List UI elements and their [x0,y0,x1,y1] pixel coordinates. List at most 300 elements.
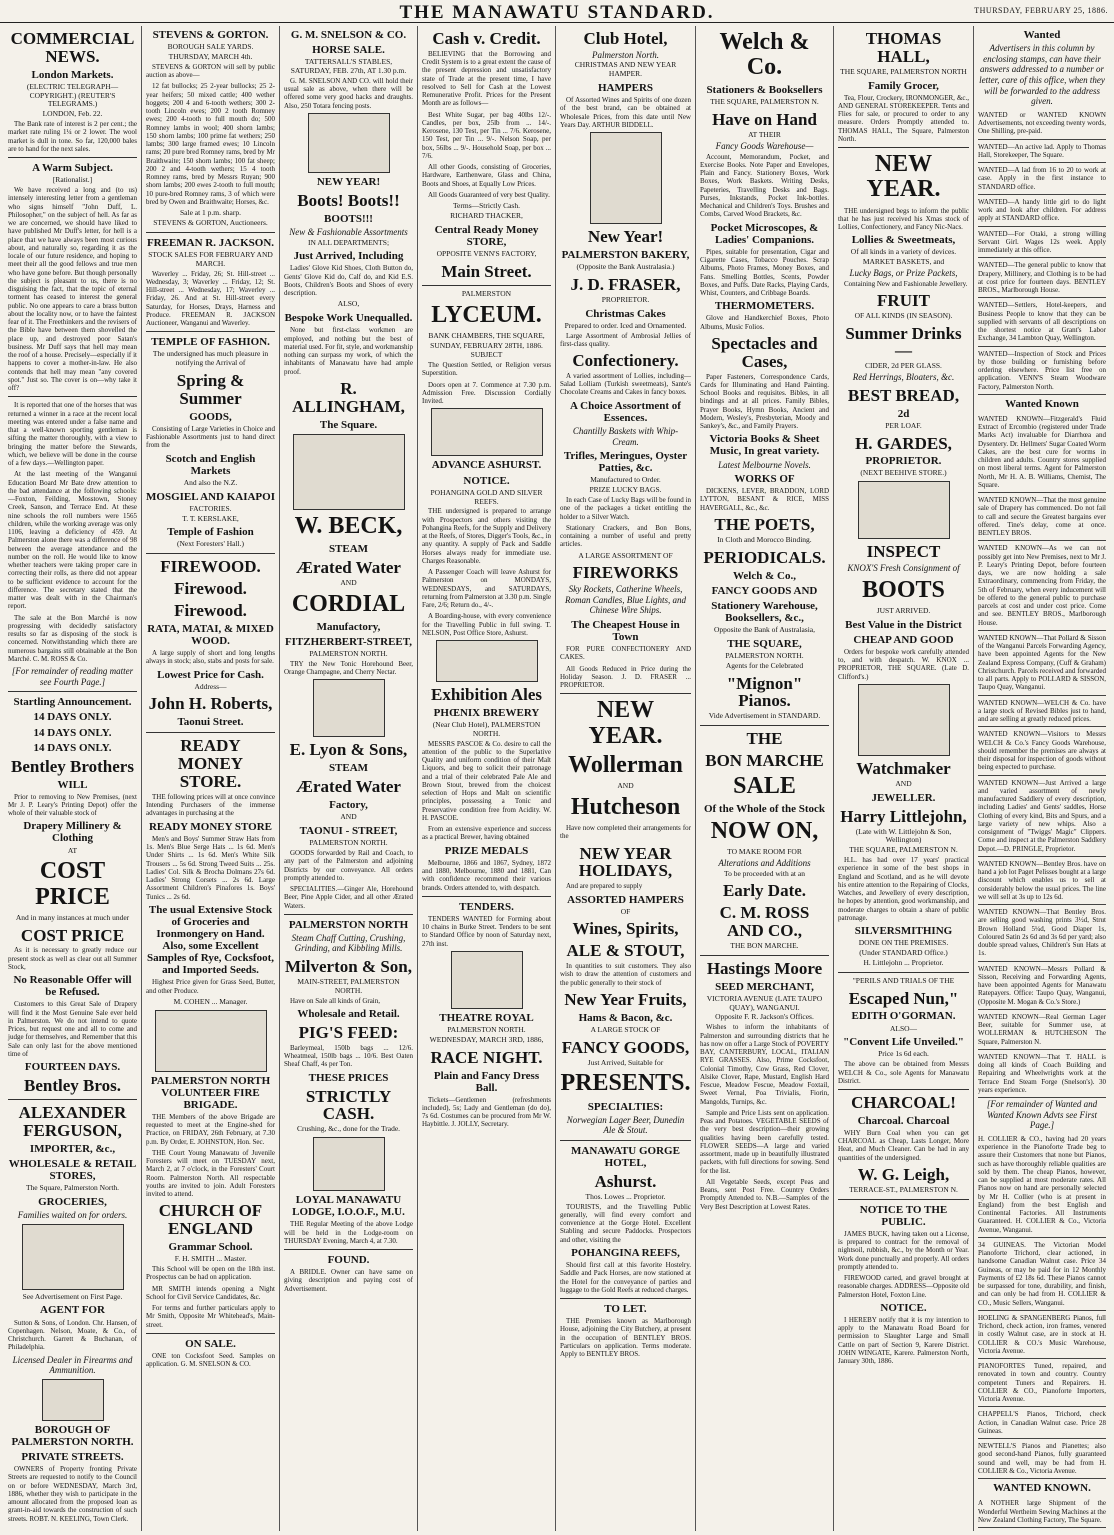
heading: PRIZE MEDALS [444,844,529,857]
subheading: M. COHEN ... Manager. [173,996,248,1006]
heading: 2d [897,407,910,420]
display-heading: FRUIT [877,290,930,310]
paragraph: From an extensive experience and success as a practical Brewer, having obtained [422,825,551,842]
subheading: Advertisers in this column by enclosing stamps, can have their answers addressed to a number or letter, care of this office, when they will be forwarded to the address given. [979,43,1105,107]
heading: THEATRE ROYAL [439,1011,534,1024]
display-heading: Escaped Nun," [848,988,959,1008]
subheading: AND [340,577,357,587]
classified-ad: WANTED—For Otaki, a strong willing Servant Girl. Wages 12s week. Apply immediately at this office. [978,227,1106,259]
subheading: BOROUGH SALE YARDS. [167,42,254,52]
subheading: PRIZE LUCKY BAGS. [589,485,662,495]
newspaper-title: THE MANAWATU STANDARD. [399,2,715,23]
heading: MOSGIEL AND KAIAPOI [146,490,275,503]
paragraph: The Question Settled, or Religion versus Superstition. [422,361,551,378]
display-heading: THOMAS HALL, [865,29,942,66]
column-rule [8,691,137,692]
heading: THESE PRICES [308,1071,389,1084]
column-3 [280,26,418,1531]
subheading: CIDER, 2d PER GLASS. [865,361,942,371]
display-heading: Main Street. [441,261,532,281]
paragraph: Waverley ... Friday, 26; St. Hill-street ... Wednesday, 3; Waverley ... Friday, 12; St. Hill-street ... Wednesday, 17; Waverley ... Friday, 26. And at St. Hill-street every Saturday, for Horses, Drays, Harness and Produce. FREEMAN R. JACKSON Auctioneer, Wanganui and Waverley. [146,269,275,327]
display-heading: Bentley Bros. [24,1076,121,1096]
subheading: Agents for the Celebrated [725,660,804,670]
paragraph: This School will be open on the 18th inst. Prospectus can be had on application. [146,1265,275,1282]
heading: PALMERSTON BAKERY, [561,249,690,262]
classified-ad: HOELING & SPANGENBERG Pianos, full Trichord, check action, iron frames, venered in costly Walnut case, are in stock at H. COLLIER & CO.'s Music Warehouse, Victoria Avenue. [978,1311,1106,1359]
subheading: Palmerston North. [591,49,659,60]
paragraph: GOODS forwarded by Rail and Coach, to any part of the Palmerston and adjoining Districts by our conveyance. All orders promptly attended to. [284,849,413,882]
subheading: OF [620,906,631,916]
coach-cut [431,408,543,456]
column-rule [838,1199,969,1200]
heading: READY MONEY STORE [148,820,273,833]
subheading: AND [895,778,912,788]
paragraph: All Goods Reduced in Price during the Holiday Season. J. D. FRASER ... PROPRIETOR. [560,664,691,690]
paragraph: THE Premises known as Marlborough House, adjoining the City Butchery, at present in the occupation of BENTLEY BROS. Particulars on application. Terms moderate. Apply to BENTLEY BROS. [560,1317,691,1359]
heading: Pocket Microscopes, & Ladies' Companions. [710,221,819,246]
paragraph: Prior to removing to New Premises, (next Mr J. P. Leary's Printing Depot) offer the whole of their valuable stock of [8,792,137,818]
display-heading: Ærated Water [296,777,401,797]
paragraph: THE Court Young Manawatu of Juvenile Foresters will meet on TUESDAY next, March 2, at 7 o'clock, in the Foresters' Court Room. Palmerston North. All respectable youths are invited to join. Adult Foresters invited to attend. [146,1148,275,1199]
subheading: Lucky Bags, or Prize Packets, [849,268,958,279]
heading: Wholesale and Retail. [297,1007,400,1020]
heading: NOTICE. [463,474,510,487]
display-heading: New Year! [587,227,664,247]
subheading: H. Littlejohn ... Proprietor. [863,957,944,967]
paragraph: Have on Sale all kinds of Grain, [290,996,381,1005]
column-rule [560,1298,691,1299]
subheading: TERRACE-ST., PALMERSTON N. [849,1184,958,1194]
subheading: THE SQUARE, PALMERSTON NORTH [840,66,967,76]
paragraph: Highest Price given for Grass Seed, Butter, and other Produce. [146,978,275,995]
subheading: (Opposite the Bank Australasia.) [576,262,675,272]
classified-ad: WANTED KNOWN—As we can not possibly get into New Premises, next to Mr J. P. Leary's Printing Depot, before fourteen days, we are now holding a sale Extraordinary, commencing from Friday, the 5th of February, when every inducement will be offered to the general public to purchase parcels at cost and under cost price. Come and see. BENTLEY BROS., Marlborough House. [978,541,1106,631]
heading: SEED MERCHANT, [715,980,814,993]
large-display-heading: LYCEUM. [431,301,542,328]
heading: IMPORTER, &c., [29,1142,116,1155]
display-heading: CHARCOAL! [851,1093,956,1113]
classified-ad: WANTED or WANTED KNOWN Advertisements, not exceeding twenty words, One Shilling, pre-paid. [978,108,1106,140]
column-rule [146,553,275,554]
subheading: Chantilly Baskets with Whip-Cream. [572,425,679,447]
display-heading: E. Lyon & Sons, [289,740,408,760]
heading: ASSORTED HAMPERS [567,893,684,906]
display-heading: Confectionery. [572,351,679,371]
display-heading: ALEXANDER FERGUSON, [18,1103,127,1140]
paragraph: MESSRS PASCOE & Co. desire to call the attention of the public to the Superlative Quality and uniform condition of their Malt Liquors, and beg to solicit their patronage and a trial of their celebrated Pale Ale and Brown Stout, brewed from the choicest selection of Hops and Malt on scientific principles, possessing a Tonic and Preservative condition free from Acidity. W. H. PASCOE. [422,739,551,822]
heading: FOUND. [327,1254,370,1267]
subheading: "PERILS AND TRIALS OF THE [852,975,955,985]
column-rule [700,955,829,956]
paragraph: THE undersigned is prepared to arrange with Prospectors and others visiting the Pohangina Reefs, for the Supply and Delivery at the Reefs, of Stores, Digger's Tools, &c., in any quantity. A supply of Pack and Saddle Horses always ready for immediate use. Charges Reasonable. [422,507,551,565]
subheading: Prepared to order. Iced and Ornamented. [564,320,687,330]
heading: STEAM [328,542,369,555]
display-heading: INSPECT [866,542,941,562]
heading: 14 DAYS ONLY. [33,741,112,754]
display-heading: Club Hotel, [583,29,668,48]
display-heading: Bentley Brothers [11,756,134,776]
heading: BOROUGH OF PALMERSTON NORTH. [11,1423,134,1448]
subheading: In Cloth and Morocco Binding. [717,534,812,544]
subheading: Of all kinds in a variety of devices. [850,247,957,257]
lady-boot-cut [858,481,950,539]
column-rule [838,147,969,148]
heading: Stationers & Booksellers [706,84,823,97]
paragraph: We have received a long and (to us) intensely interesting letter from a gentleman who signs himself "John Duff, L. Philosopher," on the subject of hell. As far as we are concerned, we should have liked to have published Mr Duff's letter, for hell is a place that we have always been most curious about, and naturally so, regarding it as the locale of our future residence, and hoping to meet their all the good fellows and true men who have gone before. But though personally the subject is pleasant to us, there is no disguising the fact, that the topic of eternal torment has ceased to interest the general public. No one appears to care a brass button about the locality now, or to have the faintest fear of it. The Freethinkers and the revisers of the Bible have between them shovelled the place up, and destroyed poor Satan's business. Mr Duff says that hell may mean the roof of a house. Precisely—especially if it happens to cover a mother-in-law. He also contends that hell may mean "any covered spot." Just so. The cover is on—why take it off? [8,186,137,393]
large-display-heading: COST PRICE [35,858,110,910]
subheading: Terms—Strictly Cash. [453,201,520,211]
classified-ad: WANTED KNOWN—That Bentley Bros. are selling good washing prints 3½d, Strut Brown Holland 5¼d, Good Diaper 1s, Coloured Satin 2s 6d and 3s 6d per yard; also double spread values, Children's Sun Hats at 1s. [978,905,1106,962]
paragraph: For terms and further particulars apply to Mr Smith, Opposite Mr Whitehead's, Main-street. [146,1304,275,1329]
subheading: LONDON, Feb. 22. [42,109,103,119]
paragraph: Sample and Price Lists sent on application. Peas and Potatoes. VEGETABLE SEEDS of the very best description—their growing qualities having been carefully tested. FLOWER SEEDS—A large and varied assortment, made up in beautifully illustrated packets, with full directions for sowing. Send for the list. [700,1108,829,1175]
subheading: PROPRIETOR. [601,294,650,304]
paragraph: TRY the New Tonic Horehound Beer, Orange Champagne, and Cherry Nectar. [284,659,413,677]
subheading: Manufactured to Order. [590,475,661,485]
subheading: THE SQUARE, PALMERSTON N. [849,845,958,855]
heading: FREEMAN R. JACKSON. [146,236,275,249]
subheading: (Under STANDARD Office.) [859,948,948,958]
subheading: A LARGE ASSORTMENT OF [578,550,673,560]
subheading: DONE ON THE PREMISES. [858,938,949,948]
subheading: Vide Advertisement in STANDARD. [708,711,821,721]
subheading: Opposite the Bank of Australasia, [713,624,816,634]
classified-ad: WANTED KNOWN—That the most genuine sale of Drapery has commenced. Do not fail to call and secure the Greatest bargains ever offered. Tine's delay, come at once. BENTLEY BROS. [978,493,1106,541]
paragraph: Men's and Boys' Summer Straw Hats from 1s. Men's Blue Serge Hats ... 1s 6d. Men's Under Shirts ... 1s 6d. Men's White Silk Trousers ... 5s 6d. Strong Tweed Suits ... 25s. Ladies' Col. Silk & Brocha Dolmans 27s 6d. Ladies' Strong Corsets ... 2s 6d. Large Assortment Children's Pinafores 1s. Boys' Tunics ... 2s 6d. [146,834,275,901]
subheading: SUBJECT [470,350,503,360]
heading: No Reasonable Offer will be Refused. [13,974,132,999]
heading: WHOLESALE & RETAIL STORES, [8,1157,137,1182]
subheading: Steam Chaff Cutting, Crushing, Grinding, and Kibbling Mills. [291,932,406,954]
paragraph: All Vegetable Seeds, except Peas and Beans, sent Post Free. Country Orders Promptly Attended to. N.B.—Samples of the Very Best Description at Lowest Rates. [700,1177,829,1211]
subheading: A LARGE STOCK OF [590,1024,661,1034]
subheading: And in many instances at much under [15,912,130,922]
subheading: AND [617,781,634,791]
paragraph: Barleymeal, 150lb bags ... 12/6. Wheatmeal, 150lb bags ... 10/6. Best Oaten Sheaf Chaff, 4s per Ton. [284,1043,413,1069]
heading: AGENT FOR [40,1304,105,1317]
heading: NEW YEAR! [316,175,381,188]
paragraph: Containing New and Fashionable Jewellery. [844,279,968,288]
paragraph: G. M. SNELSON AND CO. will hold their usual sale as above, when there will be offered some very good hacks and draughts. Also, 250 Totara fencing posts. [284,76,413,110]
subheading: To be proceeded with at an [724,868,805,878]
subheading: Families waited on for orders. [17,1210,128,1220]
display-heading: Ærated Water [296,557,401,577]
subheading: (Next Foresters' Hall.) [177,539,244,549]
heading: Stationery Warehouse, Booksellers, &c., [711,599,818,624]
subheading: ALSO— [889,1023,918,1033]
display-heading: Boots! Boots!! [297,190,400,210]
subheading: F. H. SMITH ... Master. [174,1254,247,1264]
paragraph: TENDERS WANTED for Forming about 10 chains in Burke Street. Tenders to be sent to Standard Office by noon of Saturday next, 27th inst. [422,914,551,948]
subheading: Price 1s 6d each. [878,1049,929,1059]
heading: 14 DAYS ONLY. [33,726,112,739]
paragraph: All other Goods, consisting of Groceries, Hardware, Earthenware, Glass and China, Boots and Shoes, at Equally Low Prices. [422,163,551,188]
heading: CHEAP AND GOOD [853,633,954,646]
subheading: TATTERSALL'S STABLES, SATURDAY, FEB. 27th, AT 1.30 p.m. [290,57,407,76]
paragraph: Best White Sugar, per bag 40lbs 12/-. Candles, per box, 25lb from ... 14/-. Kerosene, 130 Test, per Tin ... 7/6. Kerosene, 150 Test, per Tin ... 9/-. Nelson Soap, per box, 56lbs ... 9/-. Household Soap, per box ... 7/6. [422,110,551,160]
display-heading: THE POETS, [714,514,815,534]
paragraph: Melbourne, 1866 and 1867, Sydney, 1872 and 1880, Melbourne, 1880 and 1881, Can with confidence recommend their various brands. Orders attended to, with despatch. [422,858,551,892]
paragraph: JAMES BUCK, having taken out a License, is prepared to contract for the removal of nightsoil, rubbish, &c., by the Month or Year. Work done punctually and properly. All orders promptly attended to. [838,1229,969,1271]
heading: WILL [57,778,88,791]
masonic-cut [313,1137,385,1191]
subheading: Latest Melbourne Novels. [718,459,811,470]
paragraph: Tea, Flour, Crockery, IRONMONGER, &c., AND GENERAL STOREKEEPER. Tents and Flies for sale, or procured to order to any measure. Orders Promptly attended to. THOMAS HALL, The Square, Palmerston North. [838,93,969,143]
subheading: Red Herrings, Bloaters, &c. [852,372,955,383]
subheading: The undersigned has much pleasure in notifying the Arrival of [152,349,269,368]
heading: EDITH O'GORMAN. [851,1010,956,1023]
subheading: Thos. Lowes ... Proprietor. [585,1191,666,1201]
classified-ad: WANTED—Settlers, Hotel-keepers, and Business People to know that they can be supplied with servants of all descriptions on the shortest notice at Grant's Labor Exchange, 34 Lambton Quay, Wellington. [978,298,1106,346]
paragraph: The above can be obtained from Messrs WELCH & Co., sole Agents for Manawatu District. [838,1060,969,1085]
display-heading: C. M. ROSS AND CO., [719,903,810,941]
paragraph: THE following prices will at once convince Intending Purchasers of the immense advantages in purchasing at the [146,792,275,818]
heading: FITZHERBERT-STREET, [284,635,413,648]
display-heading: Firewood. [174,601,247,620]
subheading: Address— [194,681,227,691]
subheading: POHANGINA GOLD AND SILVER REEFS. [430,487,543,506]
subheading: AT THEIR [748,130,781,140]
borough-seal [42,1379,104,1421]
paragraph: A large supply of short and long lengths always in stock; also, stabs and posts for sale. [146,649,275,666]
heading: The Cheapest House in Town [571,619,680,644]
masthead [0,0,1114,23]
heading: BOOTS!!! [324,212,373,225]
subheading: IN ALL DEPARTMENTS; [307,237,390,247]
display-heading: Watchmaker [856,758,951,778]
display-heading: Have on Hand [712,110,817,130]
display-heading: PIG'S FEED: [298,1022,399,1042]
large-display-heading: W. BECK, [294,512,403,539]
subheading: Sky Rockets, Catherine Wheels, Roman Candles, Blue Lights, and Chinese Wire Ships. [565,584,686,616]
column-rule [146,331,275,332]
subheading: BANK CHAMBERS, THE SQUARE, [428,330,545,340]
display-heading: NEW YEAR HOLIDAYS, [578,843,673,881]
display-heading: READY MONEY STORE. [177,736,244,792]
paragraph: I HEREBY notify that it is my intention to apply to the Manawatu Road Board for permission to Slaughter Large and Small Cattle on part of Section 9, Karere District. JOHN WINGATE, Karere. Palmerston North, January 30th, 1886. [838,1315,969,1366]
heading: PALMERSTON NORTH [288,918,409,931]
subheading: T. T. KERSLAKE, [182,513,239,523]
paragraph: At the last meeting of the Wanganui Education Board Mr Bate drew attention to the bad attendance at the following schools:—Foxton, Feilding, Mosstown, Stoney Creek, Sanson, and Terrace End. At these nine schools the roll numbers were 1565 children, while the working average was only 1106, leaving a deficiency of 459. At Palmerston alone there was a difference of 98 between the average attendance and the number on the roll. He would like to know whether teachers were taking proper care in correcting their rolls, as there did not appear to be sufficient evidence to account for the difference. The secretary stated that the matter was dealt with in the Chairman's report. [8,470,137,611]
classified-ad: WANTED—The general public to know that Drapery, Millinery, and Clothing is to be had at cost price for fourteen days. BENTLEY BROS., Marlborough House. [978,258,1106,298]
column-rule [284,914,413,915]
fire-brigade-cut [155,1010,267,1072]
paragraph: Have now completed their arrangements for the [560,824,691,841]
classified-ad: CHAPPELL'S Pianos, Trichord, check Action, in Canadian Walnut case. Price 28 Guineas. [978,1407,1106,1439]
subheading: Opposite F. R. Jackson's Offices. [715,1012,814,1022]
paragraph: FOR PURE CONFECTIONERY AND CAKES. [560,645,691,662]
subheading: PALMERSTON NORTH. [725,650,804,660]
heading: Trifles, Meringues, Oyster Patties, &c. [563,450,688,475]
heading: Wanted Known [1005,397,1079,410]
paragraph: Customers to this Great Sale of Drapery will find it the Most Genuine Sale ever held in Palmerston. We do not intend to quote Prices, but request one and all to come and judge for themselves, and Remember that this Sale can only last for the above mentioned time of [8,1000,137,1058]
paragraph: Account, Memorandum, Pocket, and Exercise Books. Note Paper and Envelopes, Plain and Fancy. Stationery Boxes, Work Boxes, Work Baskets. Writing Desks, Papeteries, Travelling Desks and Bags. Purses, Inkstands, Pocket Ink-bottles. Mechanical and Children's Toys. Brushes and Combs, Carved Wood Brackets, &c. [700,152,829,219]
classified-ad: H. COLLIER & CO., having had 20 years experience in the Pianoforte Trade beg to assure their Customers that none but Pianos, such as have thoroughly reliable qualities are sold by them. The cheap Pianos, however, can be supplied at most moderate rates. All Pianos now on hand are personally selected by Mr H. Collier (who is at present in England) from the best English and Continental Factories. All Instruments Guaranteed. H. COLLIER & Co., Victoria Avenue, Wanganui. [978,1132,1106,1238]
classified-ad: WANTED KNOWN—Messrs Pollard & Sisson, Receiving and Forwarding Agents, have been appointed Agents for Manawatu Ratepayers. Office: Taupo Quay, Wanganui, (Opposite M. Mogan & Co.'s Store.) [978,962,1106,1010]
subheading: Fancy Goods Warehouse— [715,141,814,151]
heading: TAONUI - STREET, [299,825,398,838]
paragraph: A varied assortment of Lollies, including—Salad Lolliam (Turkish sweetmeats), Sante's Chocolate Creams and Cakes in fancy boxes. [560,371,691,397]
column-rule [8,1099,137,1100]
subheading: OF ALL KINDS (IN SEASON). [854,310,953,320]
bottles-cut [293,434,405,510]
paragraph: Pipes, suitable for presentation, Cigar and Cigarette Cases, Tobacco Pouches. Scrap Albums, Photo Frames, Money Boxes, and Fans. Smelling Bottles, Scents, Powder Boxes, and Puffs. Date Racks, Playing Cards, Whist, Counters, and Cribbage Boards. [700,247,829,298]
display-heading: Summer Drinks— [845,323,962,361]
display-heading: Spring & Summer [176,371,245,408]
subheading: STOCK SALES FOR FEBRUARY AND MARCH. [148,249,273,268]
classified-ad: WANTED—Inspection of Stock and Prices by those building or furnishing before ordering elsewhere. Price list free on application. VENN'S Steam Woodware Factory, Palmerston North. [978,347,1106,395]
paragraph: It is reported that one of the horses that was returned a winner in a race at the recent local meeting was entered under a false name and that a well-known sporting gentleman is sifting the matter thoroughly, with a view to bringing the matter before the Stewards, which, we believe will be done in the course of a few days.—Wellington paper. [8,401,137,468]
paragraph: ONE ton Cocksfoot Seed. Samples on application. G. M. SNELSON & CO. [146,1351,275,1369]
heading: THERMOMETERS. [714,300,815,313]
paragraph: Paper Fasteners, Correspondence Cards, Cards for Illuminating and Hand Painting. School Books and requisites. Bibles, in all bindings and at all prices. Family Bibles, Prayer Books, Hymn Books, Ancient and Modern, Wesley's, Presbyterian, Moody and Sankey's, &c., and Family Prayers. [700,372,829,431]
heading: TENDERS. [459,900,514,913]
theatre-cut [451,951,523,1009]
subheading: SUNDAY, FEBRUARY 28TH, 1886. [430,340,543,350]
column-5 [556,26,696,1531]
subheading: AND [340,812,357,822]
boot-cut [308,113,390,173]
subheading: [For remainder of Wanted and Wanted Known Advts see First Page.] [986,1099,1098,1131]
paragraph: All Goods Guaranteed of very best Quality. [428,190,550,199]
large-display-heading: Welch & Co. [719,29,810,81]
display-heading: PERIODICALS. [703,547,826,567]
heading: Welch & Co., [733,569,796,582]
subheading: Just Arrived, Suitable for [587,1057,664,1067]
newspaper-columns [4,26,1110,1531]
heading: STEVENS & GORTON. [152,29,269,41]
subheading: MAIN-STREET, PALMERSTON NORTH. [297,976,400,995]
classified-ad: NEWTELL'S Pianos and Pianettes; also good second-hand Pianos, fully guaranteed sound and well, may be had from H. COLLIER & Co., Victoria Avenue. [978,1439,1106,1479]
subheading: VICTORIA AVENUE (LATE TAUPO QUAY), WANGANUI. [706,993,823,1012]
subheading: JUST ARRIVED. [876,605,931,615]
paragraph: 12 fat bullocks; 25 2-year bullocks; 25 2-year heifers; 50 mixed cattle; 400 wether hoggets; 200 4 and 6-tooth wethers; 300 2-tooth Lincoln ewes; 200 2 tooth Romney ewes; 200 4-tooth to full mouth do; 500 Romney lambs in wool; 400 shorn lambs; 150 shorn lambs; 100 prime fat wethers; 250 lambs; 300 large framed ewes; 10 Lincoln rams; 20 pure bred Romney rams, bred by Mr Braithwaite; 150 shorn lambs; 100 fat sheep; 200 2 and 4-tooth wethers; 15 4 tooth Romney rams, bred by Messrs Ruyan; 900 shorn lambs; 200 ewes 2-tooth to full mouth; 10 pure-bred Romney rams, 3 of which were bred by Owen and Braithwaite; Horses, &c. [146,82,275,206]
subheading: TO MAKE ROOM FOR [727,847,802,857]
large-display-heading: NEW YEAR. [588,697,663,749]
display-heading: STRICTLY CASH. [305,1086,392,1124]
display-heading: COST PRICE [20,925,125,945]
heading: 14 DAYS ONLY. [33,711,112,724]
subheading: New & Fashionable Assortments [289,226,408,237]
heading: PRIVATE STREETS. [21,1450,124,1463]
heading: Drapery Millinery & Clothing [23,820,122,845]
paragraph: THE Regular Meeting of the above Lodge will be held in the Lodge-room on THURSDAY Evening, March 4, at 7.30. [284,1220,413,1245]
display-heading: Ashurst. [594,1172,657,1192]
subheading: And also the N.Z. [183,477,238,487]
classified-ad: A NOTHER large Shipment of the Wonderful Wertheim Sewing Machines at the New Zealand Clothing Factory, The Square. [978,1496,1106,1528]
heading: WANTED KNOWN. [993,1482,1091,1495]
paragraph: H.L. has had over 17 years' practical experience in some of the best shops in England and Scotland, and as he will devote his entire attention to the Repairing of Clocks, Watches, and Jewellery of every description, he hopes by attention, good workmanship, and moderate charges to obtain a share of public patronage. [838,856,969,922]
display-heading: Firewood. [174,579,247,599]
subheading: (NEXT BEEHIVE STORE.) [860,468,947,478]
heading: Startling Announcement. [13,696,132,709]
column-1 [4,26,142,1531]
classified-ad: WANTED KNOWN—Real German Lager Beer, suitable for Summer use, at WOLLERMAN & HUTCHESON The Square, Palmerston N. [978,1010,1106,1050]
subheading: THE SQUARE, PALMERSTON N. [710,97,819,107]
heading: GROCERIES, [38,1195,107,1208]
display-heading: CHURCH OF ENGLAND [158,1201,263,1239]
heading: FANCY GOODS AND [711,584,818,597]
paragraph: As it is necessary to greatly reduce our present stock as well as clear out all Summer Stock, [8,946,137,971]
paragraph: A Boarding-house, with every convenience for the Travelling Public in full swing. T. NELSON, Post Office Store, Ashurst. [422,612,551,637]
heading: TEMPLE OF FASHION. [151,336,270,349]
paragraph: DICKENS, LEVER, BRADDON, LORD LYTTON, BESANT & RICE, MISS HAVERGALL, &c., &c. [700,487,829,512]
paragraph: And are prepared to supply [566,882,643,891]
subheading: (ELECTRIC TELEGRAPH—COPYRIGHT.) (REUTER'S TELEGRAMS.) [26,81,119,109]
paragraph: BELIEVING that the Borrowing and Credit System is to a great extent the cause of the present depression and unsatisfactory state of Trade at the present time, I have resolved to Sell for Cash at the Lowest Remunerative Profit. Prices for the Present Month are as follows— [422,49,551,108]
display-heading: FANCY GOODS, [561,1037,690,1057]
subheading: Crushing, &c., done for the Trade. [296,1124,401,1134]
classified-ad: WANTED KNOWN—Bentley Bros. have on hand a job lot Paget Pelisses bought at a large discount which enables us to sell at considerably below the usual prices. The line we will sell at 3s up to 12s 6d. [978,857,1106,905]
display-heading: Exhibition Ales [430,685,542,705]
heading: Lowest Price for Cash. [157,668,264,681]
column-rule [838,1089,969,1090]
display-heading: R. ALLINGHAM, [292,378,405,416]
heading: THE SQUARE, [727,637,802,650]
heading: HAMPERS [598,82,653,95]
column-rule [700,725,829,726]
heading: A Warm Subject. [32,162,113,175]
heading: G. M. SNELSON & CO. [290,29,407,41]
subheading: Sale at 1 p.m. sharp. [179,208,242,218]
heading: London Markets. [31,68,114,81]
heading: FOURTEEN DAYS. [24,1061,121,1074]
paragraph: Orders for bespoke work carefully attended to, and with despatch. W. KNOX ... PROPRIETOR, THE SQUARE. (Late D. Clifford's.) [838,647,969,681]
paragraph: Glove and Handkerchief Boxes, Photo Albums, Music Folios. [700,314,829,331]
clock-cut [858,684,950,756]
display-heading: John H. Roberts, [148,694,273,714]
subheading: [For remainder of reading matter see Fourth Page.] [11,666,134,687]
display-heading: FIREWORKS [572,563,679,583]
heading: Manufactory, [316,620,381,633]
heading: STEAM [328,762,369,775]
large-display-heading: NOW ON, [710,818,819,844]
paragraph: Large Assortment of Ambrosial Jellies of first-class quality. [560,331,691,348]
classified-ad: PIANOFORTES Tuned, repaired, and renovated in town and country. Country competent Tuners and Repairers. H. COLLIER & CO., Pianoforte Importers, Victoria Avenue. [978,1359,1106,1407]
heading: Bespoke Work Unequalled. [284,312,413,325]
subheading: WEDNESDAY, MARCH 3RD, 1886, [429,1034,544,1044]
display-heading: THE [746,729,783,749]
heading: GOODS, [189,410,232,423]
heading: The Square. [319,418,378,431]
display-heading: Cash v. Credit. [432,29,541,48]
subheading: Norwegian Lager Beer, Dunedin Ale & Stout. [566,1114,685,1136]
display-heading: Early Date. [722,881,807,901]
classified-ad: WANTED KNOWN—That T. HALL is doing all kinds of Coach Building and Repairing and Wheelwrights work at the Terrace End Steam Forge (Snelson's). 30 years experience. [978,1050,1106,1098]
heading: A Choice Assortment of Essences. [570,399,681,424]
heading: "Convent Life Unveiled." [843,1036,964,1049]
display-heading: Milverton & Son, [284,957,413,977]
subheading: PER LOAF. [885,420,922,430]
paragraph: Of Assorted Wines and Spirits of one dozen of the best brand, can be obtained at Wholesale Prices, from this date until New Years Day. ARTHUR BIDDELL. [560,96,691,129]
heading: Plain and Fancy Dress Ball. [433,1069,540,1094]
display-heading: ALE & STOUT, [566,941,685,961]
display-heading: H. GARDES, [855,433,952,453]
heading: Just Arrived, Including [293,250,404,263]
paragraph: Stationary Crackers, and Bon Bons, containing a number of useful and pretty articles. [560,523,691,549]
display-heading: W. G. Leigh, [857,1164,950,1184]
lion-cut [313,679,385,737]
display-heading: RACE NIGHT. [430,1047,543,1067]
subheading: THURSDAY, MARCH 4th. [168,51,253,61]
heading: Best Value in the District [845,618,962,631]
heading: Family Grocer, [868,79,939,92]
paragraph: STEVENS & GORTON will sell by public auction as above— [146,62,275,80]
column-rule [560,693,691,694]
heading: MANAWATU GORGE HOTEL, [571,1144,680,1169]
issue-date: THURSDAY, FEBRUARY 25, 1886. [974,6,1108,15]
large-display-heading: CORDIAL [291,590,406,617]
